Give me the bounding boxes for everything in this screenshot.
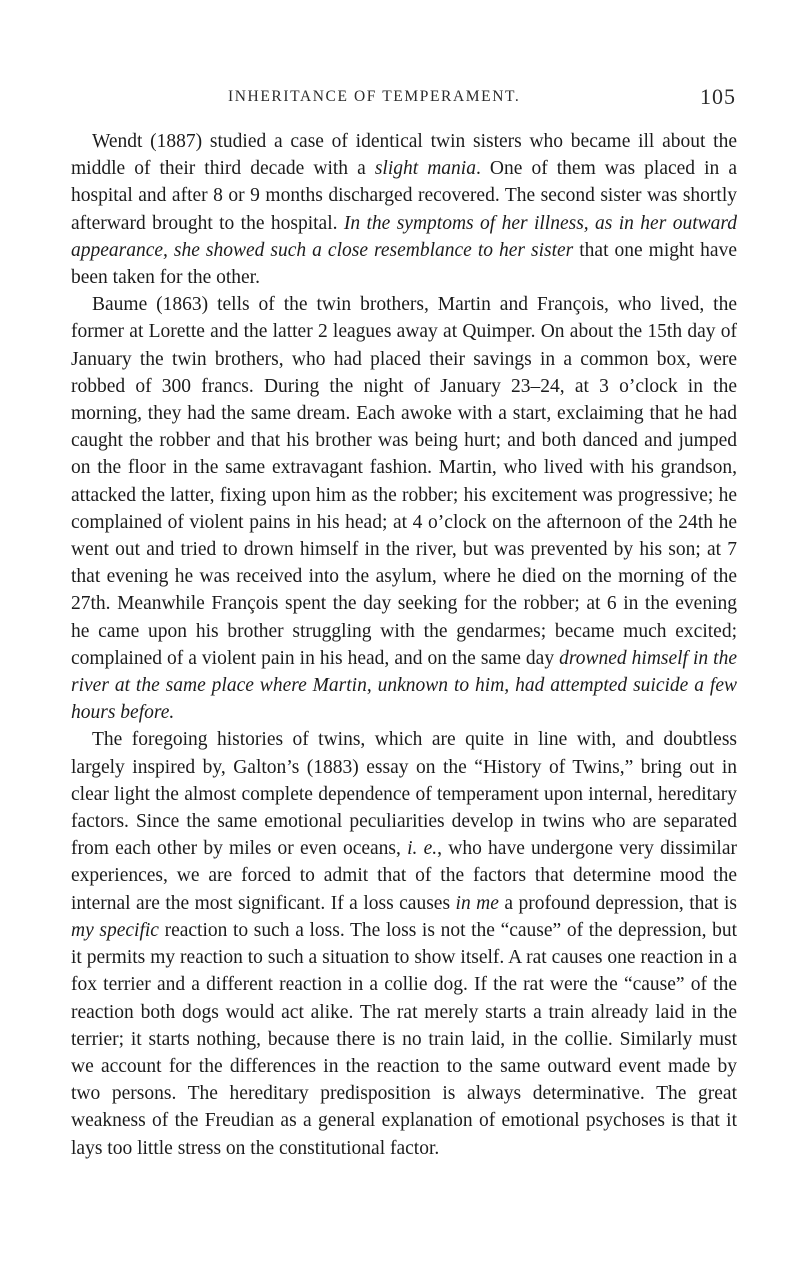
text-run: Wendt (1887) studied a case of identical twin sisters who became ill about the middle of their third decade with a xyxy=(71,131,737,180)
italic-run: my specific xyxy=(71,919,159,941)
italic-run: in me xyxy=(455,892,499,914)
paragraph-wendt xyxy=(71,128,737,291)
text-run: a profound depression, that is xyxy=(498,892,737,914)
text-run: . One of them was placed in a hospital and after 8 or 9 months discharged recovered. The second sister was shortly afterward brought to the hospital. xyxy=(71,158,737,234)
italic-run: drowned himself in the river at the same place where Martin, unknown to him, had attempted suicide a few hours before. xyxy=(71,647,737,724)
text-run: that one might have been taken for the other. xyxy=(71,239,737,289)
italic-run: slight mania xyxy=(374,158,476,180)
paragraph-baume xyxy=(71,291,737,726)
page-header xyxy=(228,84,736,114)
paragraph-foregoing-histories xyxy=(71,726,737,1161)
body-text xyxy=(71,128,737,1162)
text-run: The foregoing histories of twins, which are quite in line with, and doubtless largely inspired by, Galton’s (1883) essay on the “History of Twins,” bring out in clear light the almost complete dependence of temperament upon internal, hereditary factors. Since the same emotional peculiarities develop in twins who are separated from each other by miles or even oceans, xyxy=(71,729,737,860)
page-number: 105 xyxy=(700,84,736,109)
text-run: reaction to such a loss. The loss is not the “cause” of the depression, but it permits my reaction to such a situation to show itself. A rat causes one reaction in a fox terrier and a different reaction in a collie dog. If the rat were the “cause” of the reaction both dogs would act alike. The rat merely starts a train already laid in the terrier; it starts nothing, because there is no train laid, in the collie. Similarly must we account for the differences in the reaction to the same outward event made by two persons. The hereditary predisposition is always determinative. The great weakness of the Freudian as a general explanation of emotional psychoses is that it lays too little stress on the constitutional factor. xyxy=(71,919,737,1159)
italic-run: i. e. xyxy=(407,838,438,860)
text-run: , who have undergone very dissimilar experiences, we are forced to admit that of the factors that determine mood the internal are the most significant. If a loss causes xyxy=(71,838,737,914)
text-run: Baume (1863) tells of the twin brothers, Martin and François, who lived, the former at Lorette and the latter 2 leagues away at Quimper. On about the 15th day of January the twin brothers, who had placed their savings in a common box, were robbed of 300 francs. During the night of January 23–24, at 3 o’clock in the morning, they had the same dream. Each awoke with a start, exclaiming that he had caught the robber and that his brother was being hurt; and both danced and jumped on the floor in the same extravagant fashion. Martin, who lived with his grandson, attacked the latter, fixing upon him as the robber; his excitement was progressive; he complained of violent pains in his head; at 4 o’clock on the afternoon of the 24th he went out and tried to drown himself in the river, but was prevented by his son; at 7 that evening he was received into the asylum, where he died on the morning of the 27th. Meanwhile François spent the day seeking for the robber; at 6 in the evening he came upon his brother struggling with the gendarmes; became much excited; complained of a violent pain in his head, and on the same day xyxy=(71,294,737,669)
italic-run: In the symptoms of her illness, as in her outward appearance, she showed such a close resemblance to her sister xyxy=(71,212,737,261)
running-title: INHERITANCE OF TEMPERAMENT. xyxy=(228,88,521,105)
